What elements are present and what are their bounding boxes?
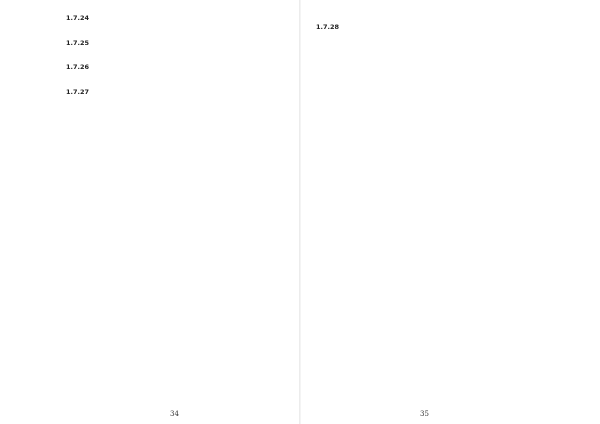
section-number: 1.7.25 (66, 38, 90, 47)
section-paragraph (66, 49, 278, 58)
left-page (66, 8, 278, 416)
page-number: 35 (420, 410, 429, 418)
section-number: 1.7.24 (66, 14, 90, 22)
right-page (316, 8, 532, 416)
section-paragraph (316, 43, 532, 52)
page-number: 34 (170, 410, 179, 418)
section-paragraph (316, 33, 532, 42)
section-paragraph (66, 98, 278, 107)
section-number: 1.7.28 (316, 22, 340, 31)
page-gutter (299, 0, 301, 424)
section-paragraph (66, 24, 278, 33)
section-number: 1.7.27 (66, 87, 90, 96)
section-paragraph (66, 73, 278, 82)
section-number: 1.7.26 (66, 63, 90, 72)
continuation-paragraph (316, 8, 532, 17)
